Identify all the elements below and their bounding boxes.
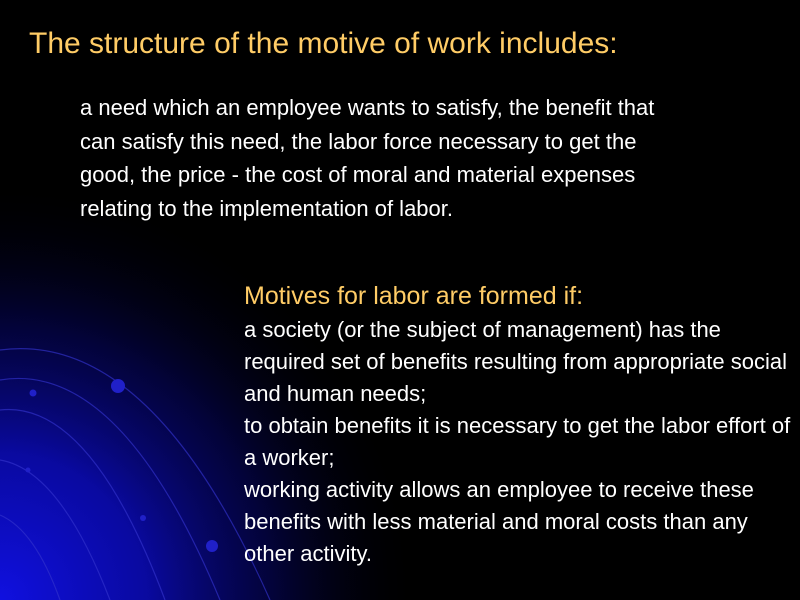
decor-dot [206, 540, 218, 552]
work-motive-structure-text: a need which an employee wants to satisfy, the benefit that can satisfy this need, the labor force necessary to get the good, the price - the cost of moral and material expenses relating to the implementation of labor. [80, 95, 655, 221]
slide-title: The structure of the motive of work includes: [29, 27, 618, 60]
decor-dot [26, 468, 31, 473]
motive-condition-item: working activity allows an employee to receive these benefits with less material and moral costs than any other activity. [244, 477, 754, 566]
motive-condition-item: to obtain benefits it is necessary to get the labor effort of a worker; [244, 413, 791, 470]
decor-dot [111, 379, 125, 393]
labor-motives-heading: Motives for labor are formed if: [244, 282, 584, 310]
motive-condition-item: a society (or the subject of management) has the required set of benefits resulting from appropriate social and human needs; [244, 317, 787, 406]
decor-dot [30, 390, 37, 397]
decor-dot [140, 515, 146, 521]
labor-motives-block [244, 278, 800, 570]
